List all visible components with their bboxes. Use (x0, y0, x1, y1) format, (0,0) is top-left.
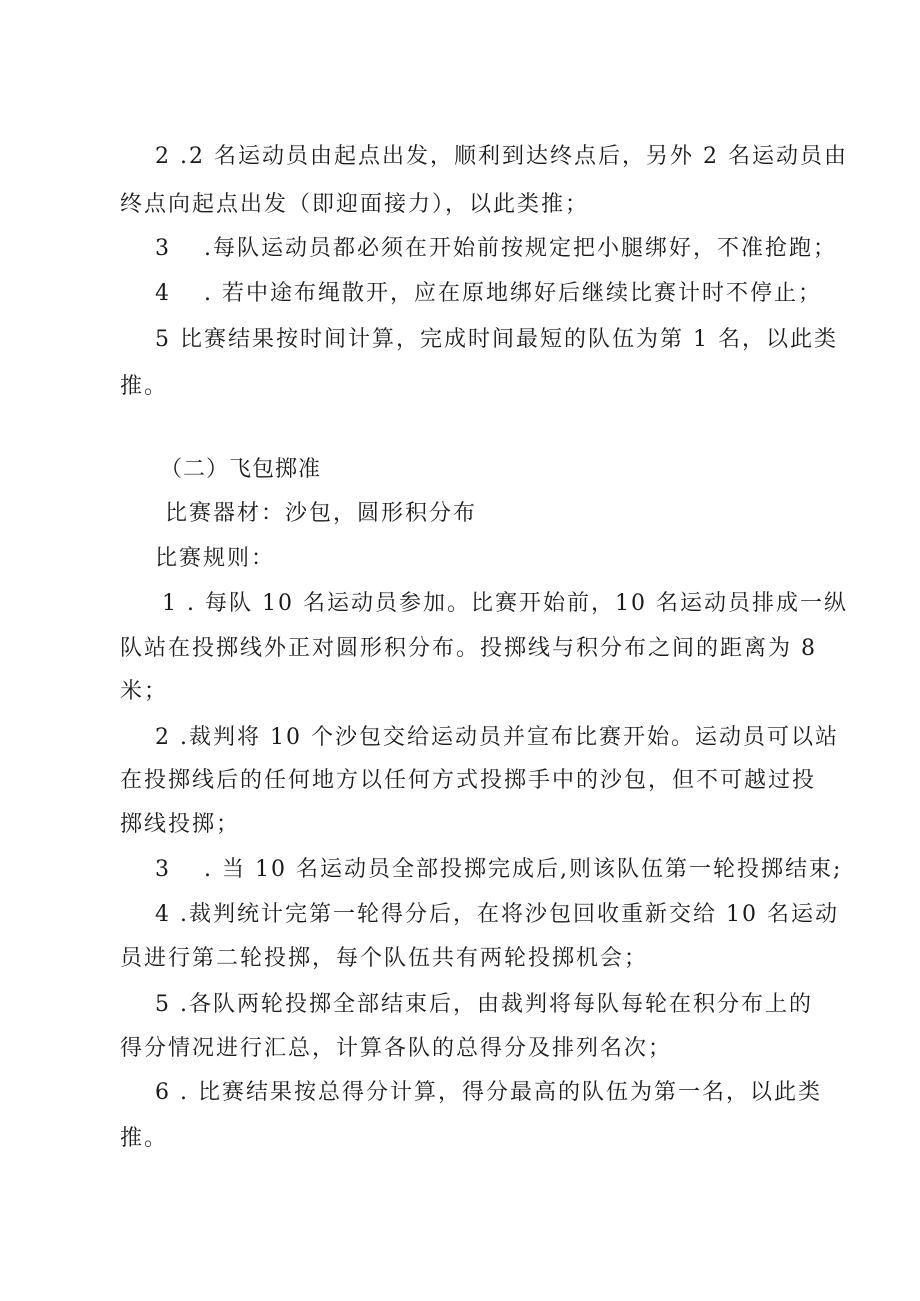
paragraph-line: 4 . 若中途布绳散开，应在原地绑好后继续比赛计时不停止； (155, 281, 822, 306)
paragraph-line: 推。 (120, 1126, 169, 1151)
paragraph-line: 3 .每队运动员都必须在开始前按规定把小腿绑好，不准抢跑； (155, 236, 837, 261)
paragraph-line: 终点向起点出发（即迎面接力），以此类推； (120, 192, 590, 217)
paragraph-line: 2 .2 名运动员由起点出发，顺利到达终点后，另外 2 名运动员由 (155, 144, 848, 169)
paragraph-line: 掷线投掷； (120, 812, 241, 837)
paragraph-line: 3 . 当 10 名运动员全部投掷完成后,则该队伍第一轮投掷结束; (155, 857, 843, 882)
paragraph-line: 队站在投掷线外正对圆形积分布。投掷线与积分布之间的距离为 8 (120, 636, 817, 661)
paragraph-line: 6 . 比赛结果按总得分计算，得分最高的队伍为第一名，以此类 (155, 1080, 822, 1105)
paragraph-line: 米； (120, 679, 169, 704)
paragraph-line: 5 .各队两轮投掷全部结束后，由裁判将每队每轮在积分布上的 (155, 992, 813, 1017)
paragraph-line: 5 比赛结果按时间计算，完成时间最短的队伍为第 1 名，以此类 (155, 327, 838, 352)
equipment-line: 比赛器材：沙包，圆形积分布 (165, 501, 478, 526)
paragraph-line: 员进行第二轮投掷，每个队伍共有两轮投掷机会； (120, 946, 649, 971)
paragraph-line: 1 . 每队 10 名运动员参加。比赛开始前，10 名运动员排成一纵 (162, 591, 848, 616)
paragraph-line: 2 .裁判将 10 个沙包交给运动员并宣布比赛开始。运动员可以站 (155, 725, 839, 750)
paragraph-line: 推。 (120, 374, 169, 399)
section-heading: （二）飞包掷准 (160, 457, 322, 482)
paragraph-line: 得分情况进行汇总，计算各队的总得分及排列名次； (120, 1036, 673, 1061)
paragraph-line: 在投掷线后的任何地方以任何方式投掷手中的沙包，但不可越过投 (120, 768, 817, 793)
rules-label: 比赛规则： (155, 546, 276, 571)
paragraph-line: 4 .裁判统计完第一轮得分后，在将沙包回收重新交给 10 名运动 (155, 902, 839, 927)
